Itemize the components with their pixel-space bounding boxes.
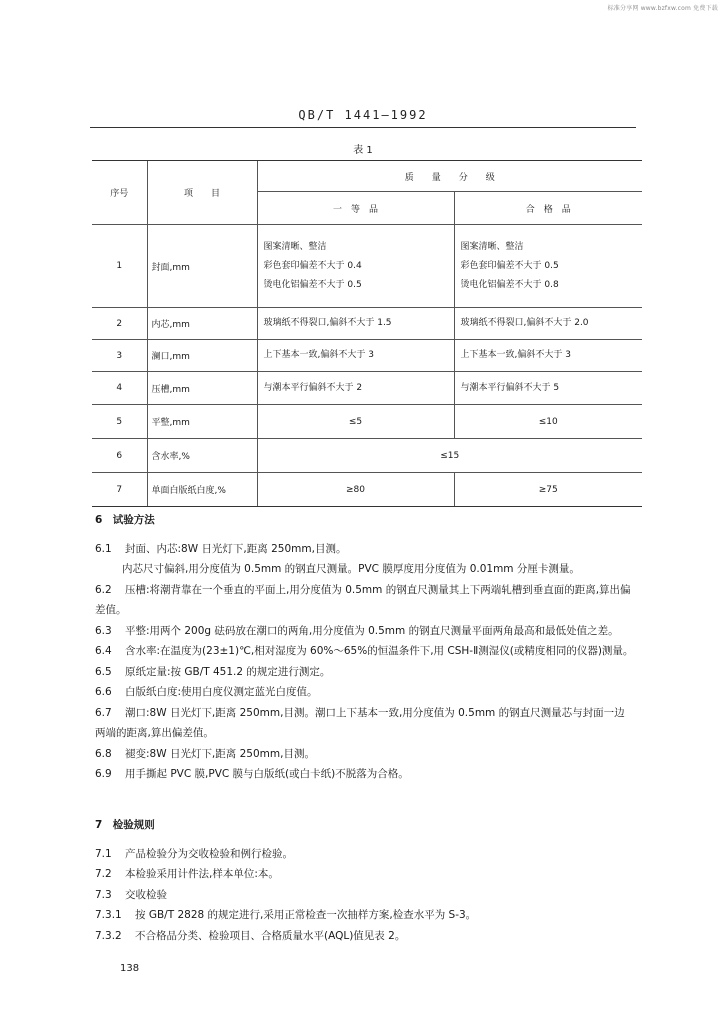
clause-text: 白版纸白度:使用白度仪测定蓝光白度值。 [125,686,318,698]
row-merged-req: ≤15 [257,439,642,473]
section-6 [95,510,635,785]
row-no: 7 [92,473,147,507]
clause [95,926,635,947]
section-title: 7 检验规则 [95,819,155,831]
row-pass-req: 玻璃纸不得裂口,偏斜不大于 2.0 [454,308,642,340]
clause-number: 6.2 [95,583,112,596]
clause-number: 6.4 [95,645,112,657]
page-number: 138 [120,963,140,974]
req-line: 烫电化铝偏差不大于 0.8 [460,279,559,290]
clause [95,703,635,744]
header-rule [90,127,636,128]
row-first-req: ≤5 [257,405,454,439]
clause-number: 6.5 [95,665,112,678]
clause [95,662,635,683]
clause-text: 平整:用两个 200g 砝码放在潮口的两角,用分度值为 0.5mm 的钢直尺测量平面两角最高和最低处值之差。 [125,624,619,637]
row-item: 平整,mm [147,405,257,439]
clause [95,885,635,906]
row-no: 6 [92,439,147,473]
row-item: 内芯,mm [147,308,257,340]
row-pass-req [454,225,642,308]
row-no: 5 [92,405,147,439]
table-title: 表 1 [353,145,373,156]
row-item: 压槽,mm [147,372,257,405]
table-row [92,308,642,340]
req-line: 图案清晰、整洁 [263,241,327,252]
clause-text: 按 GB/T 2828 的规定进行,采用正常检查一次抽样方案,检查水平为 S-3。 [135,909,477,921]
clause-text: 含水率:在温度为(23±1)℃,相对湿度为 60%～65%的恒温条件下,用 CSH-Ⅱ测湿仪(或精度相同的仪器)测量。 [125,645,634,657]
clause-text: 产品检验分为交收检验和例行检验。 [125,847,293,860]
clause [95,744,635,765]
clause [95,539,635,560]
clause [95,864,635,885]
clause-number: 7.3.1 [95,909,122,921]
row-item: 含水率,% [147,439,257,473]
clause-number: 6.7 [95,706,112,719]
req-line: 烫电化铝偏差不大于 0.5 [263,279,362,290]
table-row [92,439,642,473]
header-item: 项 目 [147,161,257,225]
watermark: 标准分享网 www.bzfxw.com 免费下载 [607,5,718,12]
clause [95,580,635,621]
clause [95,764,635,785]
table-row [92,225,642,308]
row-first-req: 上下基本一致,偏斜不大于 3 [257,340,454,372]
row-item: 澜口,mm [147,340,257,372]
row-first-req: 玻璃纸不得裂口,偏斜不大于 1.5 [257,308,454,340]
row-first-req [257,225,454,308]
table-row [92,372,642,405]
clause-number: 6.1 [95,542,112,555]
clause-text: 用手撕起 PVC 膜,PVC 膜与白版纸(或白卡纸)不脱落为合格。 [125,768,409,780]
clause-text: 内芯尺寸偏斜,用分度值为 0.5mm 的钢直尺测量。PVC 膜厚度用分度值为 0.01mm 分厘卡测量。 [122,563,580,575]
clause-number: 7.2 [95,868,112,880]
quality-table [92,160,642,507]
clause-text: 不合格品分类、检验项目、合格质量水平(AQL)值见表 2。 [135,929,406,942]
clause-number: 6.6 [95,686,112,698]
row-pass-req: ≥75 [454,473,642,507]
row-no: 1 [92,225,147,308]
row-item: 封面,mm [147,225,257,308]
clause [95,844,635,865]
section-title: 6 试验方法 [95,514,155,526]
clause-text: 交收检验 [125,888,167,901]
row-no: 3 [92,340,147,372]
table-row [92,340,642,372]
req-line: 彩色套印偏差不大于 0.4 [263,260,362,271]
row-pass-req: ≤10 [454,405,642,439]
clause-number: 6.3 [95,624,112,637]
standard-code: QB/T 1441—1992 [298,108,428,122]
clause-text: 本检验采用计件法,样本单位:本。 [125,868,279,880]
row-item: 单面白版纸白度,% [147,473,257,507]
row-no: 2 [92,308,147,340]
header-pass-grade: 合 格 品 [454,192,642,225]
clause [95,559,635,580]
clause-number: 6.8 [95,747,112,760]
clause-number: 7.3 [95,888,112,901]
row-pass-req: 与潮本平行偏斜不大于 5 [454,372,642,405]
header-no: 序号 [92,161,147,225]
clause-text: 压槽:将潮背靠在一个垂直的平面上,用分度值为 0.5mm 的钢直尺测量其上下两端轧槽到垂直面的距离,算出偏差值。 [95,583,631,616]
clause [95,682,635,703]
table-row [92,405,642,439]
clause-text: 原纸定量:按 GB/T 451.2 的规定进行测定。 [125,665,331,678]
req-line: 彩色套印偏差不大于 0.5 [460,260,559,271]
table-row [92,473,642,507]
clause-number: 7.3.2 [95,929,122,942]
clause-text: 封面、内芯:8W 日光灯下,距离 250mm,目测。 [125,542,347,555]
row-pass-req: 上下基本一致,偏斜不大于 3 [454,340,642,372]
clause-text: 褪变:8W 日光灯下,距离 250mm,目测。 [125,747,315,760]
row-first-req: 与潮本平行偏斜不大于 2 [257,372,454,405]
clause-number: 7.1 [95,847,112,860]
header-first-grade: 一 等 品 [257,192,454,225]
clause [95,905,635,926]
section-7 [95,815,635,946]
clause [95,641,635,662]
row-first-req: ≥80 [257,473,454,507]
clause-text: 潮口:8W 日光灯下,距离 250mm,目测。潮口上下基本一致,用分度值为 0.5mm 的钢直尺测量芯与封面一边两端的距离,算出偏差值。 [95,706,625,739]
clause [95,621,635,642]
row-no: 4 [92,372,147,405]
req-line: 图案清晰、整洁 [460,241,524,252]
header-grade: 质 量 分 级 [257,161,642,192]
clause-number: 6.9 [95,768,112,780]
